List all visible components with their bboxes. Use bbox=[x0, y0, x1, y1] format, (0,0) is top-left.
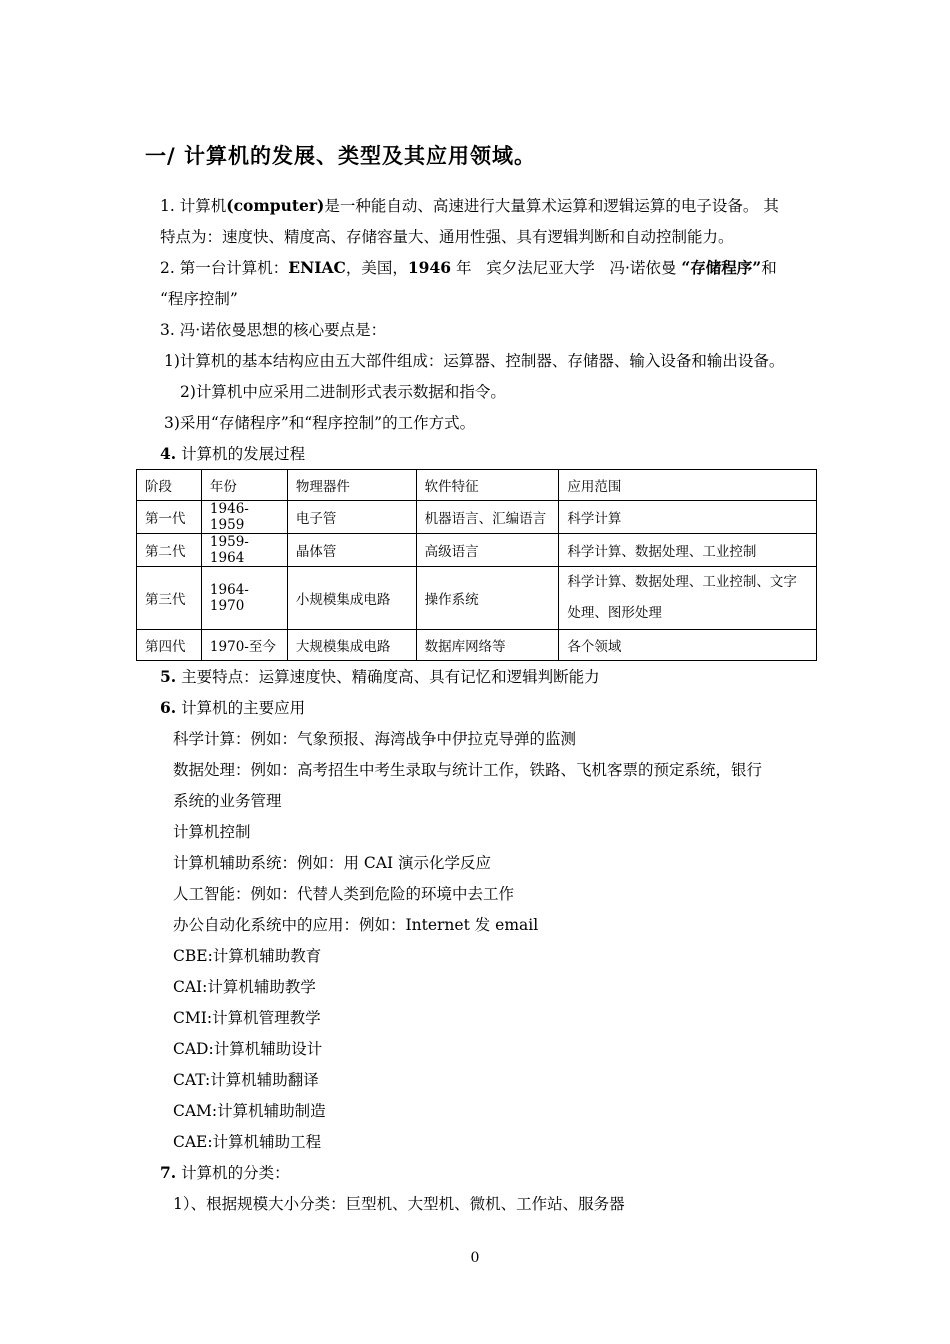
item-1-line-2: 特点为：速度快、精度高、存储容量大、通用性强、具有逻辑判断和自动控制能力。 bbox=[160, 228, 734, 246]
item-6-title bbox=[160, 698, 305, 718]
item-2-text-g: 和 bbox=[761, 259, 777, 277]
table-cell: 大规模集成电路 bbox=[287, 630, 416, 661]
item-5-text: 主要特点：运算速度快、精确度高、具有记忆和逻辑判断能力 bbox=[181, 668, 600, 686]
item-5 bbox=[160, 667, 600, 687]
item-7-title bbox=[160, 1163, 290, 1183]
item-7-sub-1: 1）、根据规模大小分类：巨型机、大型机、微机、工作站、服务器 bbox=[173, 1195, 625, 1213]
table-header-cell: 软件特征 bbox=[416, 470, 559, 501]
item-6-number: 6. bbox=[160, 698, 177, 717]
item-1-line-1 bbox=[160, 196, 779, 216]
item-4-title bbox=[160, 444, 305, 464]
table-row bbox=[137, 630, 817, 661]
application-line: CAI:计算机辅助教学 bbox=[173, 978, 316, 996]
application-line: CMI:计算机管理教学 bbox=[173, 1009, 321, 1027]
generations-table bbox=[136, 469, 817, 661]
item-4-text: 计算机的发展过程 bbox=[181, 445, 306, 463]
application-line: CAD:计算机辅助设计 bbox=[173, 1040, 323, 1058]
section-heading: 一/ 计算机的发展、类型及其应用领域。 bbox=[145, 144, 536, 168]
table-row bbox=[137, 534, 817, 567]
table-cell: 科学计算、数据处理、工业控制 bbox=[559, 534, 817, 567]
item-3-title: 3. 冯·诺依曼思想的核心要点是： bbox=[160, 321, 387, 339]
item-1-text-a: 计算机 bbox=[179, 197, 227, 215]
table-cell: 1959-1964 bbox=[201, 534, 287, 567]
application-line: 计算机辅助系统：例如：用 CAI 演示化学反应 bbox=[173, 854, 492, 872]
table-cell: 数据库网络等 bbox=[416, 630, 559, 661]
table-cell: 高级语言 bbox=[416, 534, 559, 567]
item-7-text: 计算机的分类： bbox=[181, 1164, 290, 1182]
item-3-point-1: 1)计算机的基本结构应由五大部件组成：运算器、控制器、存储器、输入设备和输出设备。 bbox=[164, 352, 785, 370]
table-cell: 操作系统 bbox=[416, 567, 559, 630]
table-header-cell: 物理器件 bbox=[287, 470, 416, 501]
table-header-cell: 阶段 bbox=[137, 470, 202, 501]
table-cell: 第三代 bbox=[137, 567, 202, 630]
table-cell: 1970-至今 bbox=[201, 630, 287, 661]
item-1-term: (computer) bbox=[226, 196, 325, 215]
item-1-text-c: 是一种能自动、高速进行大量算术运算和逻辑运算的电子设备。 其 bbox=[324, 197, 779, 215]
table-cell: 1946-1959 bbox=[201, 501, 287, 534]
application-line: CAE:计算机辅助工程 bbox=[173, 1133, 322, 1151]
item-5-number: 5. bbox=[160, 667, 177, 686]
table-cell: 电子管 bbox=[287, 501, 416, 534]
table-cell: 各个领域 bbox=[559, 630, 817, 661]
application-line: CAT:计算机辅助翻译 bbox=[173, 1071, 319, 1089]
table-cell: 晶体管 bbox=[287, 534, 416, 567]
item-2-stored-program: “存储程序” bbox=[681, 258, 762, 277]
table-cell: 科学计算 bbox=[559, 501, 817, 534]
table-cell: 小规模集成电路 bbox=[287, 567, 416, 630]
application-line: CBE:计算机辅助教育 bbox=[173, 947, 322, 965]
application-line: 人工智能：例如：代替人类到危险的环境中去工作 bbox=[173, 885, 515, 903]
table-cell: 第二代 bbox=[137, 534, 202, 567]
item-4-number: 4. bbox=[160, 444, 177, 463]
table-header-row bbox=[137, 470, 817, 501]
table-cell: 第一代 bbox=[137, 501, 202, 534]
item-2-eniac: ENIAC bbox=[288, 258, 346, 277]
application-line: 数据处理：例如：高考招生中考生录取与统计工作，铁路、飞机客票的预定系统，银行 bbox=[173, 761, 763, 779]
application-line: 计算机控制 bbox=[173, 823, 251, 841]
item-2-text-e: 年 宾夕法尼亚大学 冯·诺依曼 bbox=[451, 259, 682, 277]
item-2-number: 2. bbox=[160, 259, 175, 277]
item-1-number: 1. bbox=[160, 197, 175, 215]
item-2-line-2: “程序控制” bbox=[160, 290, 238, 308]
application-line: CAM:计算机辅助制造 bbox=[173, 1102, 326, 1120]
table-row bbox=[137, 567, 817, 630]
application-line: 办公自动化系统中的应用：例如：Internet 发 email bbox=[173, 916, 539, 934]
item-3-point-2: 2)计算机中应采用二进制形式表示数据和指令。 bbox=[180, 383, 506, 401]
item-2-year: 1946 bbox=[407, 258, 452, 277]
item-2-text-a: 第一台计算机： bbox=[179, 259, 289, 277]
table-cell: 科学计算、数据处理、工业控制、文字处理、图形处理 bbox=[559, 567, 817, 630]
table-cell: 机器语言、汇编语言 bbox=[416, 501, 559, 534]
page-number: 0 bbox=[470, 1250, 480, 1266]
table-cell: 第四代 bbox=[137, 630, 202, 661]
item-2-line-1 bbox=[160, 258, 777, 278]
item-2-text-c: ，美国， bbox=[345, 259, 408, 277]
application-line: 科学计算：例如：气象预报、海湾战争中伊拉克导弹的监测 bbox=[173, 730, 577, 748]
table-cell: 1964-1970 bbox=[201, 567, 287, 630]
table-header-cell: 年份 bbox=[201, 470, 287, 501]
item-7-number: 7. bbox=[160, 1163, 177, 1182]
item-3-point-3: 3)采用“存储程序”和“程序控制”的工作方式。 bbox=[164, 414, 476, 432]
item-6-text: 计算机的主要应用 bbox=[181, 699, 306, 717]
application-line: 系统的业务管理 bbox=[173, 792, 282, 810]
table-row bbox=[137, 501, 817, 534]
table-header-cell: 应用范围 bbox=[559, 470, 817, 501]
